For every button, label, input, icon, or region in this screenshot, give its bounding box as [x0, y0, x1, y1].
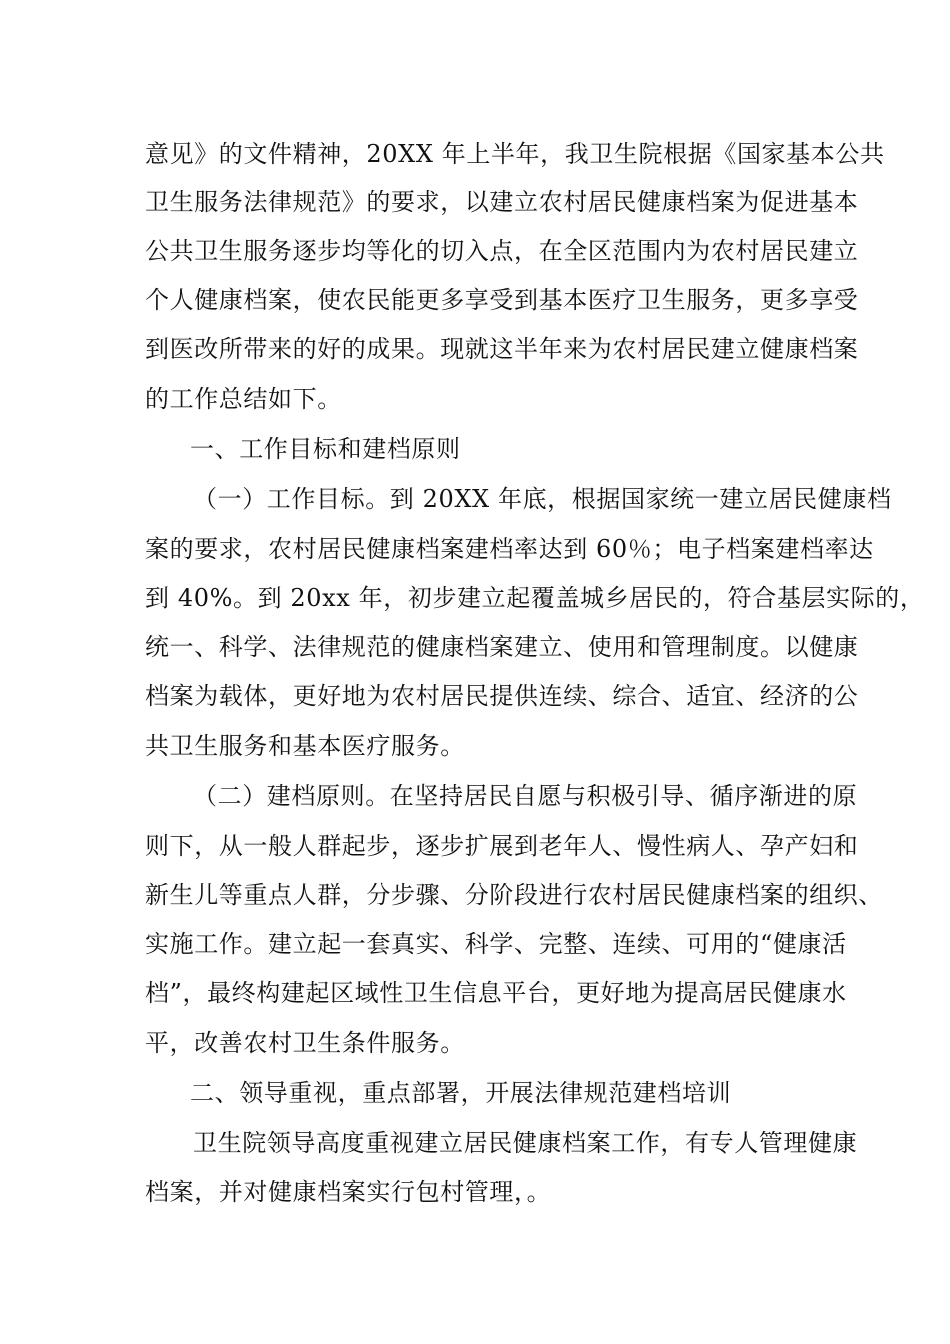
paragraph-line: 共卫生服务和基本医疗服务。: [145, 732, 465, 760]
paragraph-line: 到 40%。到 20xx 年，初步建立起覆盖城乡居民的，符合基层实际的，: [145, 584, 925, 612]
paragraph-line: （二）建档原则。在坚持居民自愿与积极引导、循序渐进的原: [193, 782, 858, 810]
paragraph-line: 档案，并对健康档案实行包村管理，。: [145, 1178, 552, 1206]
paragraph-line: （一）工作目标。到 20XX 年底，根据国家统一建立居民健康档: [193, 485, 892, 513]
paragraph-line: 卫生院领导高度重视建立居民健康档案工作，有专人管理健康: [193, 1129, 858, 1157]
paragraph-line: 个人健康档案，使农民能更多享受到基本医疗卫生服务，更多享受: [145, 286, 859, 314]
paragraph-line: 公共卫生服务逐步均等化的切入点，在全区范围内为农村居民建立: [145, 237, 859, 265]
paragraph-line: 档”，最终构建起区域性卫生信息平台，更好地为提高居民健康水: [145, 979, 847, 1007]
paragraph-line: 意见》的文件精神，20XX 年上半年，我卫生院根据《国家基本公共: [145, 140, 885, 168]
paragraph-line: 档案为载体，更好地为农村居民提供连续、综合、适宜、经济的公: [145, 682, 859, 710]
paragraph-line: 实施工作。建立起一套真实、科学、完整、连续、可用的“健康活: [145, 930, 847, 958]
paragraph-line: 平，改善农村卫生条件服务。: [145, 1029, 465, 1057]
paragraph-line: 则下，从一般人群起步，逐步扩展到老年人、慢性病人、孕产妇和: [145, 832, 859, 860]
paragraph-line: 到医改所带来的好的成果。现就这半年来为农村居民建立健康档案: [145, 335, 859, 363]
section-heading: 一、工作目标和建档原则: [190, 435, 461, 463]
paragraph-line: 卫生服务法律规范》的要求，以建立农村居民健康档案为促进基本: [145, 188, 859, 216]
paragraph-line: 的工作总结如下。: [145, 385, 342, 413]
paragraph-line: 新生儿等重点人群，分步骤、分阶段进行农村居民健康档案的组织、: [145, 881, 883, 909]
section-heading: 二、领导重视，重点部署，开展法律规范建档培训: [190, 1079, 732, 1107]
paragraph-line: 统一、科学、法律规范的健康档案建立、使用和管理制度。以健康: [145, 633, 859, 661]
paragraph-line: 案的要求，农村居民健康档案建档率达到 60％；电子档案建档率达: [145, 535, 874, 563]
